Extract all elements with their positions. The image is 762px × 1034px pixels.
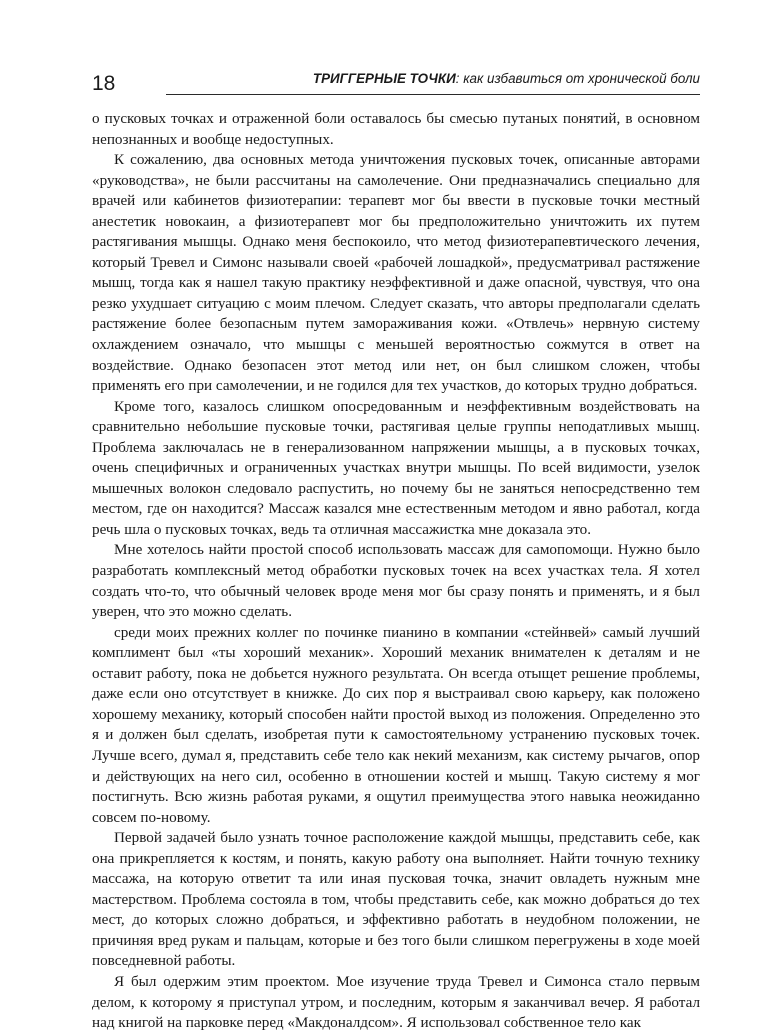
book-title-subtitle: : как избавиться от хронической боли bbox=[455, 71, 700, 86]
paragraph: Первой задачей было узнать точное расположение каждой мышцы, представить себе, как она прикрепляется к костям, и понять, какую работу она выполняет. Найти точную технику массажа, на которую ответит та или иная пусковая точка, значит овладеть нужным мне мастерством. Проблема состояла в том, чтобы представить себе, как можно добраться до тех мест, до которых сложно добраться, и эффективно работать в неудобном положении, не причиняя вред рукам и пальцам, которые и без того были слишком перегружены в ходе моей повседневной работы. bbox=[92, 829, 700, 970]
running-header bbox=[92, 70, 700, 100]
book-title-main: ТРИГГЕРНЫЕ ТОЧКИ bbox=[312, 71, 456, 86]
page-number: 18 bbox=[92, 72, 116, 95]
paragraph: Кроме того, казалось слишком опосредованным и неэффективным воздействовать на сравнительно небольшие пусковые точки, растягивая целые группы неподатливых мышц. Проблема заключалась не в генерализованном напряжении мышцы, а в пусковых точках, очень специфичных и ограниченных участках внутри мышцы. По всей видимости, узелок мышечных волокон следовало распустить, но почему бы не заняться непосредственно тем местом, где он находится? Массаж казался мне естественным методом и явно работал, когда речь шла о пусковых точках, ведь та отличная массажистка мне доказала это. bbox=[92, 397, 700, 538]
paragraph: К сожалению, два основных метода уничтожения пусковых точек, описанные авторами «руководства», не были рассчитаны на самолечение. Они предназначались специально для врачей или кабинетов физиотерапии: терапевт мог бы ввести в пусковые точки местный анестетик новокаин, а физиотерапевт мог бы предположительно уничтожить их путем растягивания мышцы. Однако меня беспокоило, что метод физиотерапевтического лечения, который Тревел и Симонс называли своей «рабочей лошадкой», предусматривал растяжение мышц, тогда как я нашел такую практику неэффективной и даже опасной, чувствуя, что она резко ухудшает ситуацию с моим плечом. Следует сказать, что авторы предполагали сделать растяжение более безопасным путем замораживания кожи. «Отвлечь» нервную систему охлаждением означало, что мышцы с меньшей вероятностью сожмутся в ответ на воздействие. Однако безопасен этот метод или нет, он был слишком сложен, чтобы применять его при самолечении, и не годился для тех участков, до которых трудно добраться. bbox=[92, 151, 700, 395]
book-title bbox=[313, 70, 700, 88]
body-text bbox=[92, 109, 700, 1034]
paragraph: Я был одержим этим проектом. Мое изучение труда Тревел и Симонса стало первым делом, к которому я приступал утром, и последним, которым я заканчивал вечер. Я работал над книгой на парковке перед «Макдоналдсом». Я использовал собственное тело как bbox=[92, 972, 700, 1032]
paragraph: Мне хотелось найти простой способ использовать массаж для самопомощи. Нужно было разработать комплексный метод обработки пусковых точек на всех участках тела. Я хотел создать что-то, что обычный человек вроде меня мог бы сразу понять и применять, и я был уверен, что это можно сделать. bbox=[92, 541, 700, 621]
paragraph: среди моих прежних коллег по починке пианино в компании «стейнвей» самый лучший комплимент был «ты хороший механик». Хороший механик внимателен к деталям и не оставит работу, пока не добьется нужного результата. Он всегда отыщет решение проблемы, даже если оно отсутствует в книжке. До сих пор я выстраивал свою карьеру, как положено хорошему механику, который способен найти простой выход из положения. Определенно это я и должен был сделать, изобретая пути к самостоятельному устранению пусковых точек. Лучше всего, думал я, представить себе тело как некий механизм, как систему рычагов, опор и действующих на него сил, особенно в отношении костей и мышц. Такую систему я мог постигнуть. Всю жизнь работая руками, я ощутил преимущества этого навыка неожиданно совсем по-новому. bbox=[92, 623, 700, 826]
paragraph: о пусковых точках и отраженной боли оставалось бы смесью путаных понятий, в основном непознанных и вообще недоступных. bbox=[92, 110, 700, 148]
header-rule bbox=[166, 94, 700, 95]
